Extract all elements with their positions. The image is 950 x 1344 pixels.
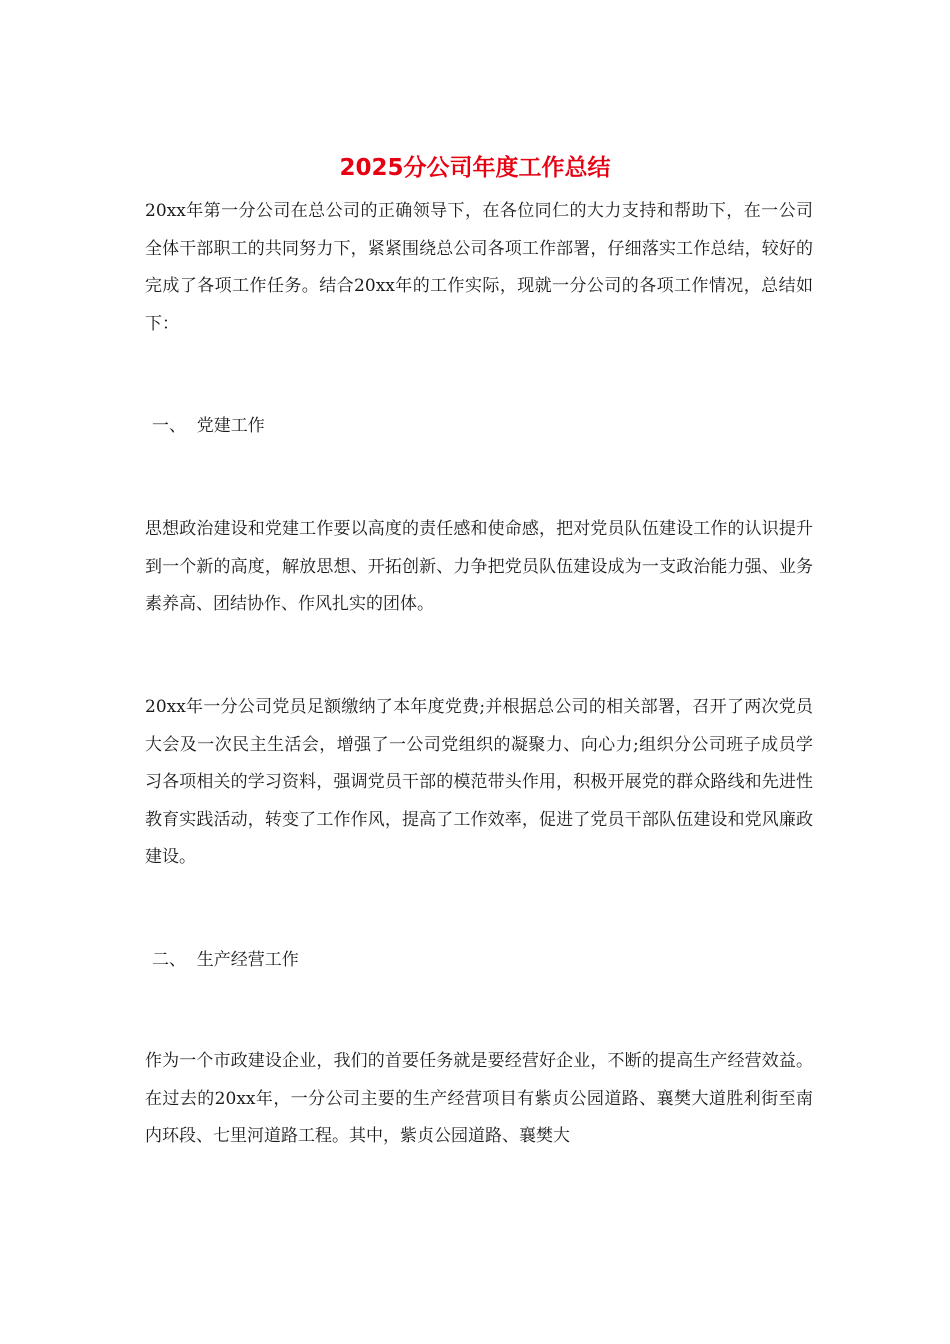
document-title: 2025分公司年度工作总结 — [339, 155, 611, 181]
section-heading-party-building: 一、 党建工作 — [152, 416, 265, 436]
section1-paragraph-2: 20xx年一分公司党员足额缴纳了本年度党费;并根据总公司的相关部署，召开了两次党员大会及一次民主生活会，增强了一公司党组织的凝聚力、向心力;组织分公司班子成员学习各项相关的学习资料，强调党员干部的模范带头作用，积极开展党的群众路线和先进性教育实践活动，转变了工作作风，提高了工作效率，促进了党员干部队伍建设和党风廉政建设。 — [145, 697, 813, 867]
intro-paragraph: 20xx年第一分公司在总公司的正确领导下，在各位同仁的大力支持和帮助下，在一公司全体干部职工的共同努力下，紧紧围绕总公司各项工作部署，仔细落实工作总结，较好的完成了各项工作任务。结合20xx年的工作实际，现就一分公司的各项工作情况，总结如下： — [145, 201, 813, 334]
section2-paragraph-1: 作为一个市政建设企业，我们的首要任务就是要经营好企业，不断的提高生产经营效益。在过去的20xx年，一分公司主要的生产经营项目有紫贞公园道路、襄樊大道胜利街至南内环段、七里河道路工程。其中，紫贞公园道路、襄樊大 — [145, 1051, 813, 1146]
section-heading-production: 二、 生产经营工作 — [152, 950, 299, 970]
section1-paragraph-1: 思想政治建设和党建工作要以高度的责任感和使命感，把对党员队伍建设工作的认识提升到一个新的高度，解放思想、开拓创新、力争把党员队伍建设成为一支政治能力强、业务素养高、团结协作、作风扎实的团体。 — [145, 519, 813, 614]
